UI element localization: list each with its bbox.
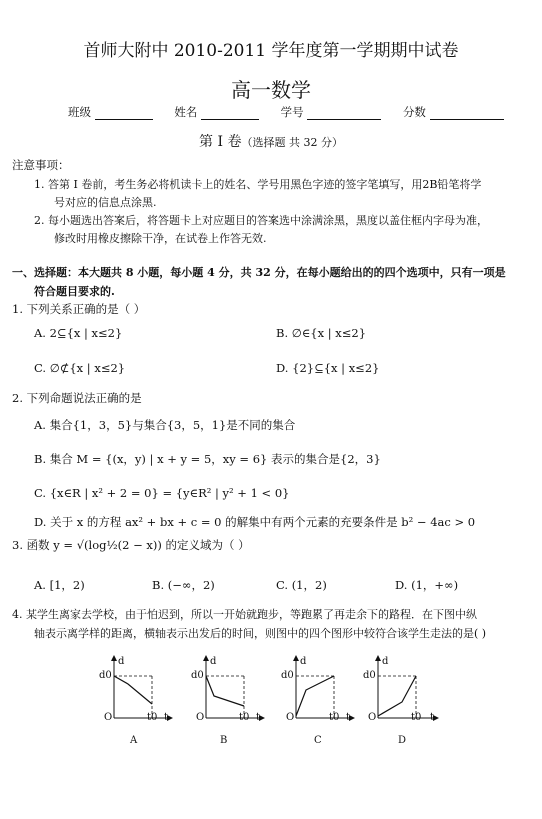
graph-a-o-label: O (104, 712, 113, 723)
graph-d-t-label: t (430, 712, 435, 723)
graph-c-caption: C (314, 735, 322, 746)
class-label: 班级 (68, 105, 91, 119)
graph-d (378, 658, 436, 718)
graph-d-d0-label: d0 (363, 670, 376, 681)
class-blank[interactable] (95, 107, 153, 120)
section-heading-line2: 符合题目要求的. (34, 285, 115, 298)
graph-a-d0-label: d0 (99, 670, 112, 681)
graph-b-d0-label: d0 (191, 670, 204, 681)
q3-option-a: A. [1，2) (34, 578, 85, 592)
q3-option-b: B. (−∞，2) (152, 578, 215, 592)
graph-a-caption: A (130, 735, 138, 746)
graph-b-d-label: d (210, 656, 217, 667)
exam-title: 首师大附中 2010-2011 学年度第一学期期中试卷 (83, 41, 459, 61)
q3-option-c: C. (1，2) (276, 578, 327, 592)
notice-item-1: 1. 答第 I 卷前，考生务必将机读卡上的姓名、学号用黑色字迹的签字笔填写，用2B铅笔将学 (34, 178, 482, 191)
part-label: 第 I 卷 (199, 134, 242, 150)
name-blank[interactable] (201, 107, 259, 120)
q2-option-d: D. 关于 x 的方程 ax² + bx + c = 0 的解集中有两个元素的充要条件是 b² − 4ac > 0 (34, 515, 476, 529)
graph-c-d0-label: d0 (281, 670, 294, 681)
q1-option-c: C. ∅⊄{x | x≤2} (34, 361, 126, 375)
graph-d-caption: D (398, 735, 407, 746)
graph-b-t-label: t (256, 712, 261, 723)
part-note: （选择题 共 32 分） (241, 136, 343, 149)
q1-option-b: B. ∅∈{x | x≤2} (276, 326, 367, 340)
graph-c-o-label: O (286, 712, 295, 723)
notice-item-2: 2. 每小题选出答案后，将答题卡上对应题目的答案选中涂满涂黑，黑度以盖住框内字母为准， (34, 214, 488, 227)
q2-option-a: A. 集合{1，3，5}与集合{3，5，1}是不同的集合 (34, 418, 296, 432)
id-label: 学号 (280, 105, 304, 119)
notice-item-2-cont: 修改时用橡皮擦除干净，在试卷上作答无效. (54, 232, 267, 245)
id-blank[interactable] (307, 107, 381, 120)
q2-option-c: C. {x∈R | x² + 2 = 0} = {y∈R² | y² + 1 < 0} (34, 486, 290, 500)
graph-c (296, 658, 352, 718)
q4-stem-line1: 4. 某学生离家去学校，由于怕迟到，所以一开始就跑步，等跑累了再走余下的路程．在下图中纵 (12, 608, 477, 621)
score-blank[interactable] (430, 107, 504, 120)
q1-stem: 1. 下列关系正确的是（ ） (12, 302, 146, 316)
q1-option-a: A. 2⊆{x | x≤2} (34, 326, 123, 340)
q1-option-d: D. {2}⊆{x | x≤2} (276, 361, 380, 375)
graph-a-d-label: d (118, 656, 125, 667)
graph-c-t-label: t (346, 712, 351, 723)
graph-a-t-label: t (164, 712, 169, 723)
graph-b-o-label: O (196, 712, 205, 723)
notice-heading: 注意事项： (12, 158, 70, 172)
name-label: 姓名 (174, 105, 198, 119)
q3-stem: 3. 函数 y = √(log½(2 − x)) 的定义域为（ ） (12, 538, 250, 552)
subject-title: 高一数学 (231, 78, 311, 102)
graph-b-caption: B (220, 735, 228, 746)
q4-stem-line2: 轴表示离学样的距离，横轴表示出发后的时间，则图中的四个图形中较符合该学生走法的是( ) (34, 627, 487, 640)
graph-d-d-label: d (382, 656, 389, 667)
graph-c-d-label: d (300, 656, 307, 667)
graph-d-o-label: O (368, 712, 377, 723)
student-info-fields (68, 104, 504, 120)
graph-b (206, 658, 262, 718)
graph-a-t0-label: t0 (147, 712, 158, 723)
q2-option-b: B. 集合 M = {(x，y) | x + y = 5，xy = 6} 表示的集合是{2，3} (34, 452, 381, 466)
score-label: 分数 (402, 105, 426, 119)
section-heading-line1: 一、选择题：本大题共 8 小题，每小题 4 分，共 32 分，在每小题给出的的四个选项中，只有一项是 (12, 266, 506, 279)
graph-d-t0-label: t0 (411, 712, 422, 723)
q4-graphs (0, 650, 542, 780)
graph-c-t0-label: t0 (329, 712, 340, 723)
q3-option-d: D. (1，+∞) (395, 578, 459, 592)
graph-a (114, 658, 170, 718)
notice-item-1-cont: 号对应的信息点涂黑. (54, 196, 157, 209)
part-heading (0, 131, 542, 151)
q2-stem: 2. 下列命题说法正确的是 (12, 391, 142, 405)
graph-b-t0-label: t0 (239, 712, 250, 723)
